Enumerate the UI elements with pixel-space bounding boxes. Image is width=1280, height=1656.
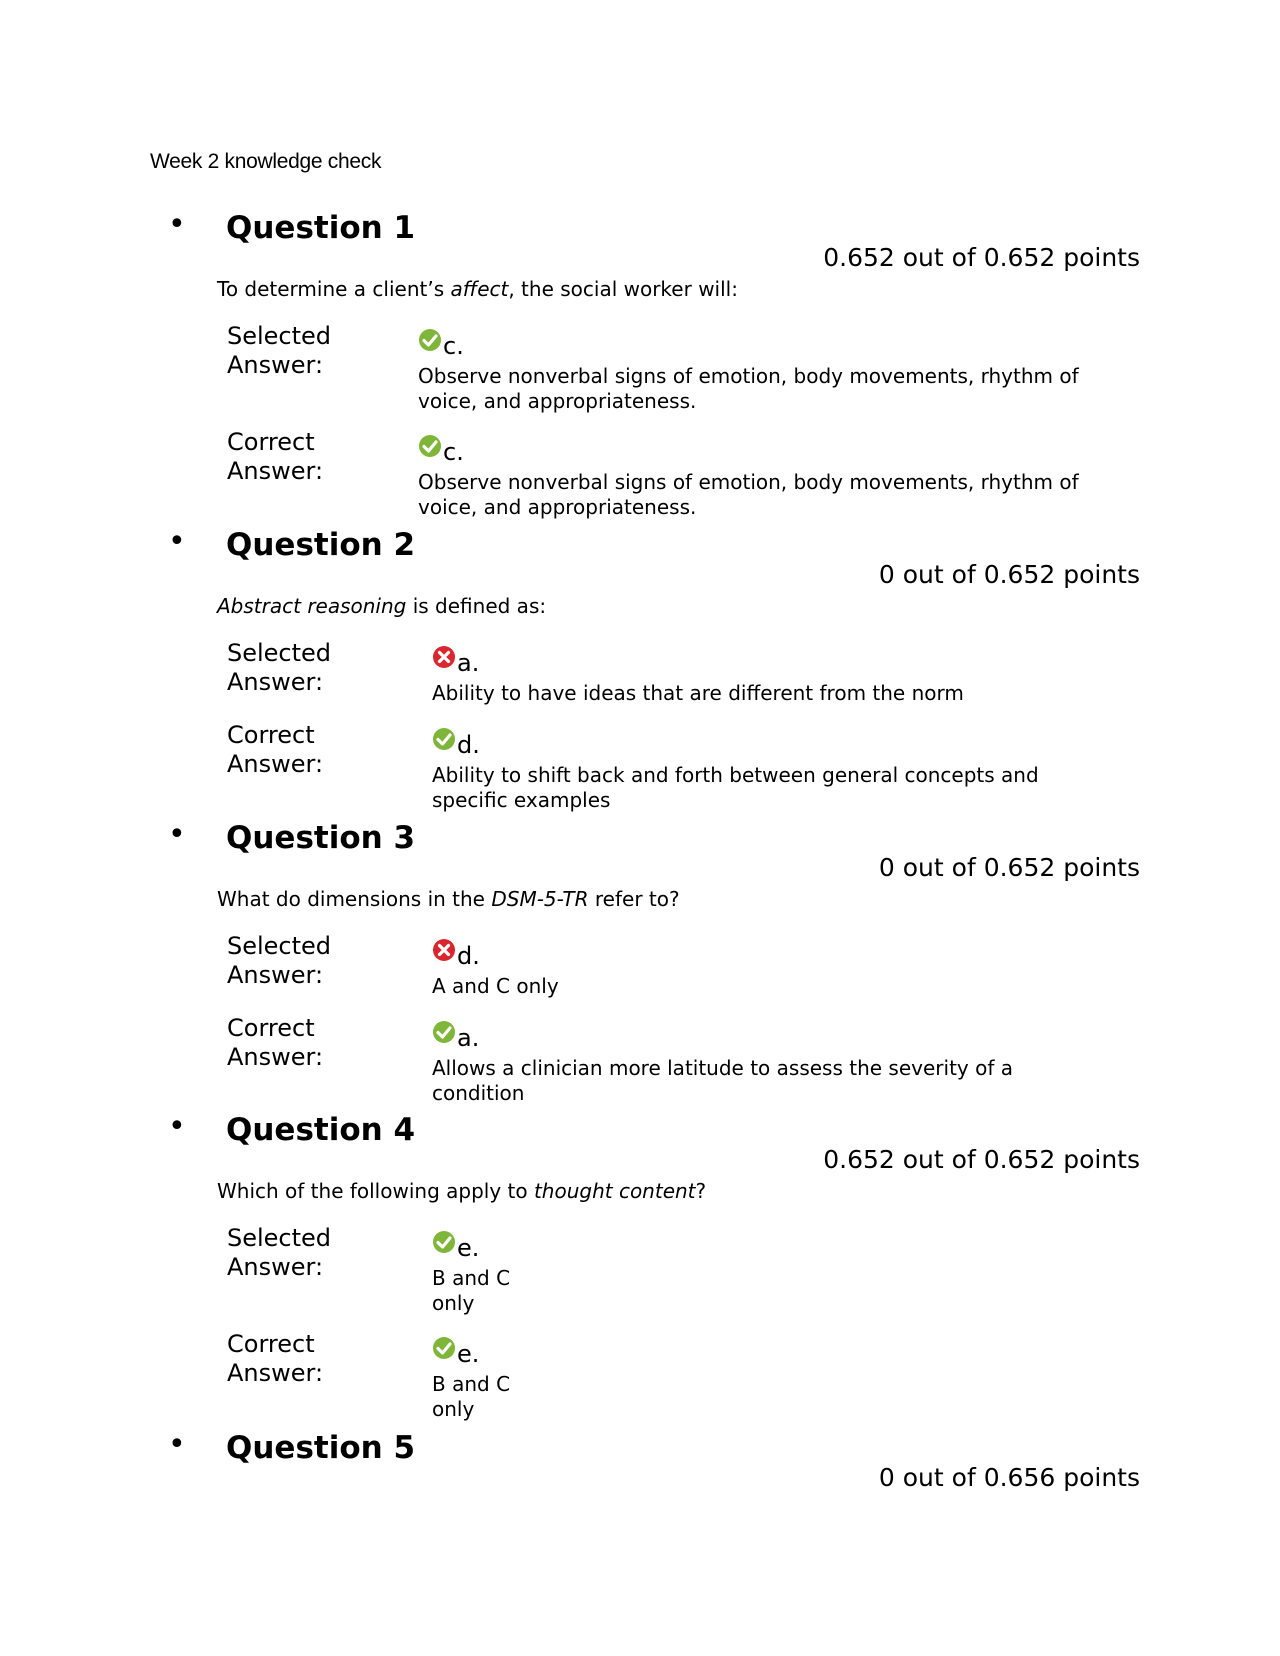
answer-label: Selected Answer: bbox=[227, 1224, 332, 1281]
bullet: • bbox=[168, 817, 186, 852]
answer-letter: c. bbox=[443, 332, 464, 360]
answer-letter: d. bbox=[457, 731, 480, 759]
check-icon bbox=[432, 1336, 456, 1360]
emphasis: DSM-5-TR bbox=[491, 887, 589, 911]
question-heading: Question 5 bbox=[226, 1430, 416, 1466]
bullet: • bbox=[168, 524, 186, 559]
emphasis: affect bbox=[450, 277, 509, 301]
answer-letter: e. bbox=[457, 1340, 480, 1368]
question-prompt: What do dimensions in the DSM-5-TR refer to? bbox=[217, 887, 680, 911]
answer-status bbox=[432, 1224, 480, 1262]
check-icon bbox=[432, 727, 456, 751]
x-icon bbox=[432, 645, 456, 669]
answer-text: Ability to have ideas that are different from the norm bbox=[432, 681, 964, 705]
bullet: • bbox=[168, 1427, 186, 1462]
answer-label: Correct Answer: bbox=[227, 721, 324, 778]
answer-text: Observe nonverbal signs of emotion, body movements, rhythm of voice, and appropriateness. bbox=[418, 364, 1079, 413]
answer-status bbox=[418, 428, 464, 466]
answer-status bbox=[432, 1330, 480, 1368]
check-icon bbox=[432, 1230, 456, 1254]
question-prompt: To determine a client’s affect, the social worker will: bbox=[217, 277, 738, 301]
bullet: • bbox=[168, 207, 186, 242]
answer-label: Selected Answer: bbox=[227, 932, 332, 989]
answer-letter: a. bbox=[457, 1024, 480, 1052]
question-points: 0 out of 0.656 points bbox=[878, 1463, 1140, 1492]
answer-letter: d. bbox=[457, 942, 480, 970]
check-icon bbox=[418, 434, 442, 458]
emphasis: thought content bbox=[533, 1179, 696, 1203]
answer-letter: c. bbox=[443, 438, 464, 466]
answer-status bbox=[418, 322, 464, 360]
answer-label: Correct Answer: bbox=[227, 1330, 324, 1387]
answer-label: Correct Answer: bbox=[227, 428, 324, 485]
question-heading: Question 4 bbox=[226, 1112, 416, 1148]
answer-label: Selected Answer: bbox=[227, 639, 332, 696]
question-heading: Question 2 bbox=[226, 527, 416, 563]
question-points: 0.652 out of 0.652 points bbox=[823, 1145, 1140, 1174]
answer-status bbox=[432, 1014, 480, 1052]
question-points: 0 out of 0.652 points bbox=[878, 853, 1140, 882]
answer-letter: e. bbox=[457, 1234, 480, 1262]
check-icon bbox=[418, 328, 442, 352]
answer-letter: a. bbox=[457, 649, 480, 677]
document-title: Week 2 knowledge check bbox=[150, 150, 382, 173]
question-prompt: Which of the following apply to thought content? bbox=[217, 1179, 707, 1203]
answer-label: Selected Answer: bbox=[227, 322, 332, 379]
answer-label: Correct Answer: bbox=[227, 1014, 324, 1071]
answer-text: B and C only bbox=[432, 1372, 511, 1421]
answer-text: Ability to shift back and forth between general concepts and specific examples bbox=[432, 763, 1039, 812]
question-points: 0.652 out of 0.652 points bbox=[823, 243, 1140, 272]
answer-status bbox=[432, 721, 480, 759]
question-heading: Question 3 bbox=[226, 820, 416, 856]
answer-text: Observe nonverbal signs of emotion, body movements, rhythm of voice, and appropriateness. bbox=[418, 470, 1079, 519]
answer-status bbox=[432, 639, 480, 677]
question-heading: Question 1 bbox=[226, 210, 416, 246]
question-prompt: Abstract reasoning is defined as: bbox=[217, 594, 547, 618]
x-icon bbox=[432, 938, 456, 962]
answer-status bbox=[432, 932, 480, 970]
answer-text: A and C only bbox=[432, 974, 559, 998]
check-icon bbox=[432, 1020, 456, 1044]
question-points: 0 out of 0.652 points bbox=[878, 560, 1140, 589]
answer-text: Allows a clinician more latitude to assess the severity of a condition bbox=[432, 1056, 1013, 1105]
bullet: • bbox=[168, 1109, 186, 1144]
answer-text: B and C only bbox=[432, 1266, 511, 1315]
emphasis: Abstract reasoning bbox=[217, 594, 407, 618]
